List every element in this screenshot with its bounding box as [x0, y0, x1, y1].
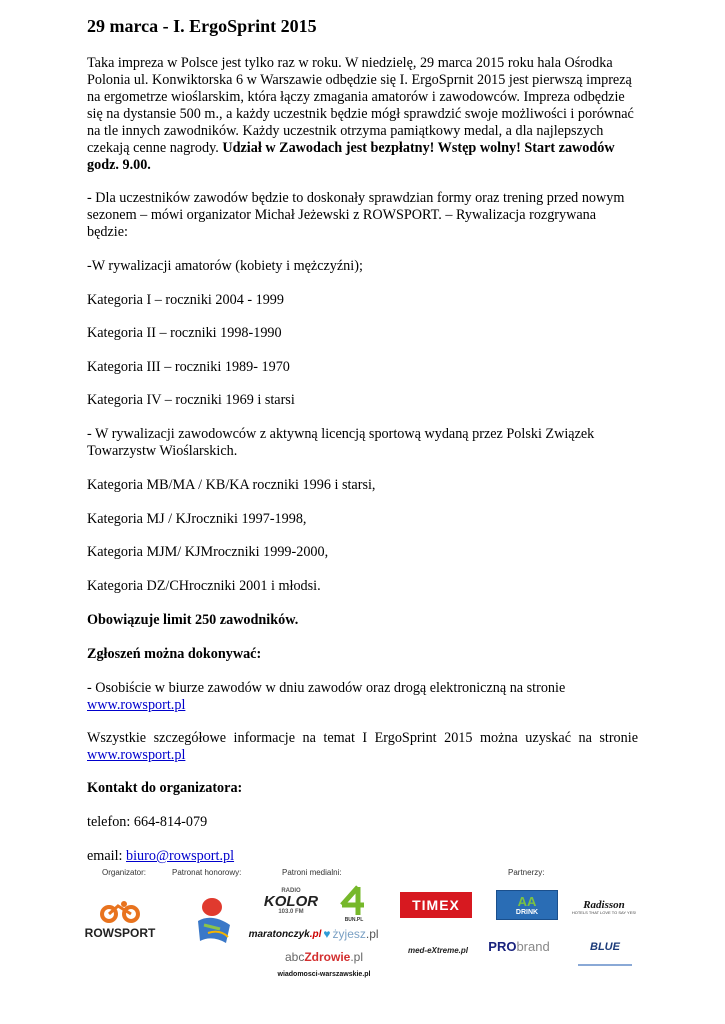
contact-heading: Kontakt do organizatora: [87, 780, 243, 796]
pro-category-1: Kategoria MB/MA / KB/KA roczniki 1996 i starsi, [87, 477, 376, 493]
organizer-label: Organizator: [102, 868, 147, 877]
page-title: 29 marca - I. ErgoSprint 2015 [87, 16, 317, 36]
zyjesz-heart-icon: ♥ [323, 927, 331, 941]
partners-label: Partnerzy: [508, 868, 545, 877]
wiadomosci-logo: wiadomosci-warszawskie.pl [277, 970, 371, 978]
rowsport-name: ROWSPORT [84, 926, 156, 940]
blue-logo: BLUE [578, 930, 632, 966]
kolor-name: KOLOR [263, 892, 319, 910]
abc-zdrowie-logo [276, 948, 372, 966]
amateur-category-4: Kategoria IV – roczniki 1969 i starsi [87, 392, 295, 408]
honorary-patron-emblem-icon [190, 895, 240, 949]
limit-text: Obowiązuje limit 250 zawodników. [87, 612, 299, 628]
zyjesz-suffix: .pl [365, 927, 379, 941]
bun-name: BUN.PL [344, 917, 364, 923]
zyjesz-name: żyjesz [332, 927, 366, 941]
rowsport-cyclist-icon [98, 900, 142, 924]
sponsors-footer [78, 868, 648, 1018]
aa-icon: AA [517, 894, 537, 909]
rowsport-logo [84, 898, 156, 942]
info-link[interactable]: www.rowsport.pl [87, 747, 186, 763]
amateur-category-3: Kategoria III – roczniki 1989- 1970 [87, 359, 290, 375]
pros-heading: - W rywalizacji zawodowców z aktywną licencją sportową wydaną przez Polski Związek Towarzystw Wioślarskich. [87, 426, 595, 459]
registration-text: - Osobiście w biurze zawodów w dniu zawodów oraz drogą elektroniczną na stronie [87, 680, 566, 696]
zdrowie-text: Zdrowie [304, 950, 351, 964]
registration-link[interactable]: www.rowsport.pl [87, 697, 186, 713]
pro-category-3: Kategoria MJM/ KJMroczniki 1999-2000, [87, 544, 329, 560]
medextreme-logo: med-eXtreme.pl [407, 945, 469, 955]
phone-text: telefon: 664-814-079 [87, 814, 208, 830]
abc-text: abc [284, 950, 305, 964]
radisson-logo [568, 892, 640, 922]
email-link[interactable]: biuro@rowsport.pl [126, 848, 235, 864]
brand-text: brand [516, 938, 550, 954]
pro-text: PRO [488, 938, 517, 954]
maratonczyk-logo [248, 924, 322, 944]
pro-category-2: Kategoria MJ / KJroczniki 1997-1998, [87, 511, 307, 527]
media-label: Patroni medialni: [282, 868, 342, 877]
intro-paragraph [87, 55, 638, 174]
amateurs-heading: -W rywalizacji amatorów (kobiety i mężczyźni); [87, 258, 363, 274]
registration-paragraph [87, 680, 638, 714]
bun-four-icon [338, 885, 370, 917]
info-text: Wszystkie szczegółowe informacje na temat I ErgoSprint 2015 można uzyskać na stronie [87, 730, 638, 746]
aa-drink-name: DRINK [515, 909, 539, 916]
amateur-category-2: Kategoria II – roczniki 1998-1990 [87, 325, 282, 341]
intro-text: Taka impreza w Polsce jest tylko raz w roku. W niedzielę, 29 marca 2015 roku hala Ośrodka Polonia ul. Konwiktorska 6 w Warszawie odbędzie się I. ErgoSprnit 2015 jest pierwszą imprezą na ergometrze wioślarskim, która łączy zmagania amatorów i zawodowców. Impreza odbędzie się na dystansie 500 m., a każdy uczestnik będzie mógł sprawdzić swoje możliwości i porównać na tle innych zawodników. Każdy uczestnik otrzyma pamiątkowy medal, a dla najlepszych czekają cenne nagrody. [87, 55, 634, 156]
maratonczyk-suffix: .pl [309, 928, 322, 940]
radio-kolor-logo [260, 882, 322, 920]
timex-logo: TIMEX [400, 892, 472, 918]
kolor-frequency: 103.0 FM [278, 908, 304, 915]
honorary-patron-logo [186, 894, 244, 950]
amateur-category-1: Kategoria I – roczniki 2004 - 1999 [87, 292, 284, 308]
pro-category-4: Kategoria DZ/CHroczniki 2001 i młodsi. [87, 578, 321, 594]
info-paragraph [87, 730, 638, 764]
radisson-tagline: HOTELS THAT LOVE TO SAY YES! [571, 909, 637, 915]
zdrowie-suffix: .pl [350, 950, 364, 964]
maratonczyk-name: maratonczyk [248, 928, 310, 940]
aa-drink-logo [496, 890, 558, 920]
probrand-logo [484, 936, 554, 956]
radio-label: RADIO [281, 887, 301, 894]
radisson-name: Radisson [583, 898, 625, 911]
honorary-label: Patronat honorowy: [172, 868, 242, 877]
bun-logo [332, 882, 376, 926]
quote-paragraph: - Dla uczestników zawodów będzie to doskonały sprawdzian formy oraz trening przed nowym sezonem – mówi organizator Michał Jeżewski z ROWSPORT. – Rywalizacja rozgrywana będzie: [87, 190, 625, 240]
intro-bold: Udział w Zawodach jest bezpłatny! Wstęp wolny! Start zawodów godz. 9.00. [87, 140, 615, 173]
email-label: email: [87, 848, 127, 864]
email-line [87, 848, 638, 865]
registration-heading: Zgłoszeń można dokonywać: [87, 646, 262, 662]
zyjesz-logo [320, 924, 382, 944]
